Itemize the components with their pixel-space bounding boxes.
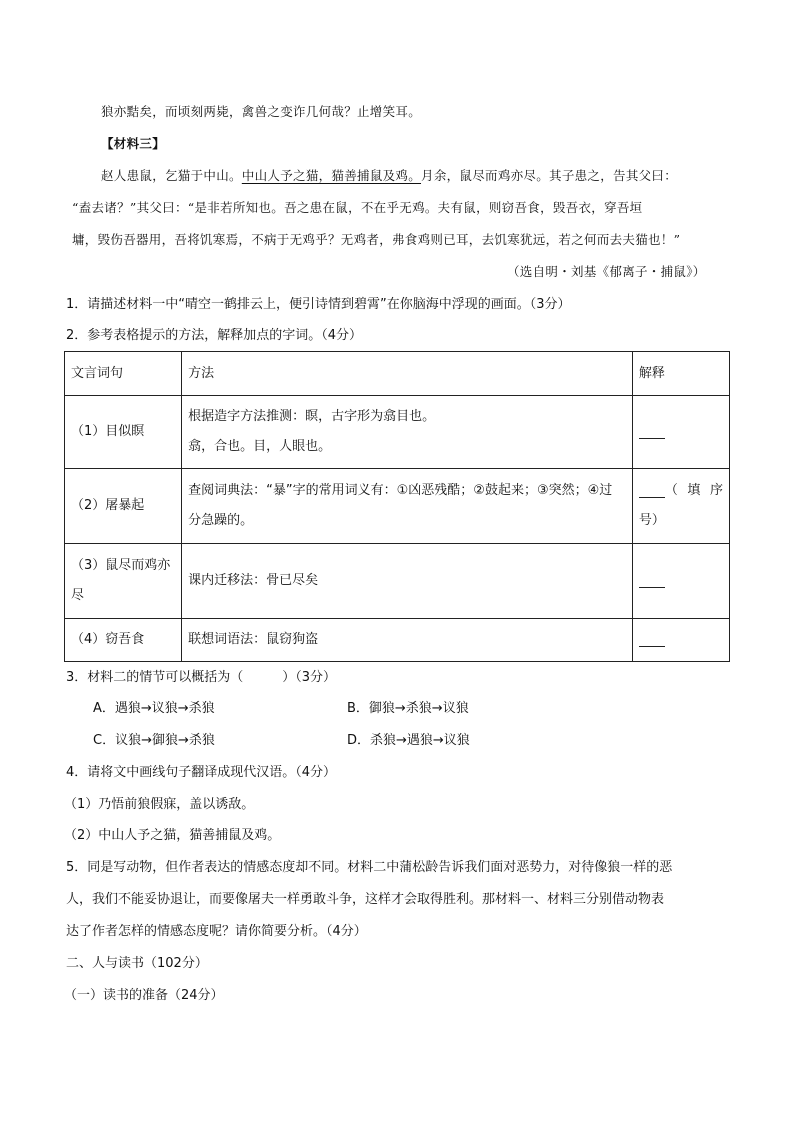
answer-blank-cell[interactable]: [632, 396, 729, 469]
table-cell-phrase: （4）窃吾食: [65, 619, 182, 662]
phrase-line: 尽: [71, 588, 85, 603]
question-3: 3．材料二的情节可以概括为（ ）（3分）: [66, 670, 337, 685]
table-row: [65, 469, 730, 544]
answer-blank-cell[interactable]: [632, 469, 729, 544]
material3-line1: [101, 166, 677, 186]
table-cell-phrase: （2）屠暴起: [65, 469, 182, 544]
table-row: [65, 396, 730, 469]
option-a[interactable]: A．遇狼→议狼→杀狼: [93, 701, 215, 716]
question-4-item-2: （2）中山人予之猫，猫善捕鼠及鸡。: [64, 828, 281, 843]
material3-source: （选自明・刘基《郁离子・捕鼠》）: [507, 264, 706, 279]
answer-blank-cell[interactable]: [632, 619, 729, 662]
table-cell-method: [182, 396, 633, 469]
question-5-line: 达了作者怎样的情感态度呢？请你简要分析。（4分）: [66, 924, 367, 939]
question-5-line: 5．同是写动物，但作者表达的情感态度却不同。材料二中蒲松龄告诉我们面对恶势力，对待像狼一样的恶: [66, 860, 673, 875]
word-explanation-table: [64, 351, 730, 662]
table-row: [65, 544, 730, 619]
table-row: [65, 619, 730, 662]
table-cell-phrase: [65, 544, 182, 619]
material3-heading: 【材料三】: [101, 136, 166, 151]
answer-blank-cell[interactable]: [632, 544, 729, 619]
method-line: 根据造字方法推测：瞑，古字形为翕目也。: [188, 409, 436, 424]
table-header-row: [65, 352, 730, 396]
section-heading: 二、人与读书（102分）: [66, 956, 208, 971]
method-line: 翕，合也。目，人眼也。: [188, 439, 332, 454]
answer-blank[interactable]: [639, 483, 665, 498]
answer-note: 填: [687, 483, 701, 498]
question-1: 1．请描述材料一中“晴空一鹤排云上，便引诗情到碧霄”在你脑海中浮现的画面。（3分）: [66, 297, 571, 312]
question-2: 2．参考表格提示的方法，解释加点的字词。（4分）: [66, 328, 363, 343]
answer-note: （: [664, 483, 678, 498]
section-subheading: （一）读书的准备（24分）: [64, 988, 224, 1003]
material3-line3: 墉，毁伤吾器用，吾将饥寒焉，不病于无鸡乎？无鸡者，弗食鸡则已耳，去饥寒犹远，若之何而去夫猫也！”: [72, 232, 681, 247]
answer-blank[interactable]: [639, 573, 665, 588]
answer-note: 序: [709, 483, 723, 498]
option-d[interactable]: D．杀狼→遇狼→议狼: [347, 733, 470, 748]
method-line: 查阅词典法：“暴”字的常用词义有：①凶恶残酷；②鼓起来；③突然；④过: [188, 483, 613, 498]
answer-blank[interactable]: [639, 424, 665, 439]
table-header-explanation: 解释: [632, 352, 729, 396]
table-cell-phrase: （1）目似瞑: [65, 396, 182, 469]
question-5-line: 人，我们不能妥协退让，而要像屠夫一样勇敢斗争，这样才会取得胜利。那材料一、材料三分别借动物表: [66, 892, 665, 907]
option-c[interactable]: C．议狼→御狼→杀狼: [93, 733, 215, 748]
table-cell-method: 课内迁移法：骨已尽矣: [182, 544, 633, 619]
answer-note: 号）: [638, 513, 665, 528]
phrase-line: （3）鼠尽而鸡亦: [71, 558, 171, 573]
passage-tail: 狼亦黠矣，而顷刻两毙，禽兽之变诈几何哉？止增笑耳。: [101, 104, 422, 119]
question-4-item-1: （1）乃悟前狼假寐，盖以诱敌。: [64, 797, 255, 812]
material3-line1-suffix: 月余，鼠尽而鸡亦尽。其子患之，告其父曰：: [421, 168, 678, 183]
method-line: 分急躁的。: [188, 513, 254, 528]
question-4: 4．请将文中画线句子翻译成现代汉语。（4分）: [66, 765, 337, 780]
table-cell-method: [182, 469, 633, 544]
table-header-method: 方法: [182, 352, 633, 396]
table-cell-method: 联想词语法：鼠窃狗盗: [182, 619, 633, 662]
table-header-phrase: 文言词句: [65, 352, 182, 396]
answer-blank[interactable]: [639, 632, 665, 647]
material3-line1-prefix: 赵人患鼠，乞猫于中山。: [101, 168, 242, 183]
option-b[interactable]: B．御狼→杀狼→议狼: [347, 701, 469, 716]
material3-line2: “盍去诸？”其父曰：“是非若所知也。吾之患在鼠，不在乎无鸡。夫有鼠，则窃吾食，毁吾衣，穿吾垣: [72, 200, 643, 215]
material3-underlined-sentence: 中山人予之猫，猫善捕鼠及鸡。: [241, 168, 422, 183]
